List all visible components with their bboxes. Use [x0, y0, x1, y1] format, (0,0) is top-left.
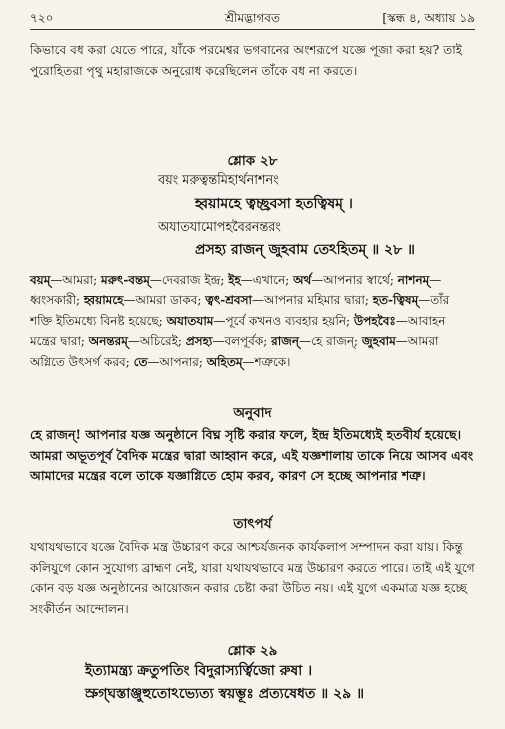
synonyms-paragraph: বয়ম্—আমরা; মরুৎ-বন্তম্—দেবরাজ ইন্দ্র; ইহ—এখানে; অর্থ—আপনার স্বার্থে; নাশনম্—ধ্বংসকারী; হ্বয়ামহে—আমরা ডাকব; ত্বৎ-শ্রবসা—আপনার মহিমার দ্বারা; হত-ত্বিষম্—তাঁর শক্তি ইতিমধ্যে বিনষ্ট হয়েছে; অযাতযাম—পূর্বে কখনও ব্যবহার হয়নি; উপহবৈঃ—আবাহন মন্ত্রের দ্বারা; অনন্তরম্—অচিরেই; প্রসহ্য—বলপূর্বক; রাজন্—হে রাজন্; জুহবাম—আমরা অগ্নিতে উৎসর্গ করব; তে—আপনার; অহিতম্—শত্রুকে।	[30, 273, 450, 369]
verse-28-line-1: বয়ং মরুত্বন্তমিহার্থনাশনং	[158, 173, 279, 188]
page-header	[30, 10, 475, 28]
header-divider	[30, 29, 475, 30]
synonym-term: প্রসহ্য	[185, 334, 213, 349]
synonym-meaning: এখানে;	[252, 273, 294, 287]
synonym-meaning: হে রাজন্;	[311, 334, 362, 349]
verse-29-line-1: ইত্যামন্ত্র্য ক্রতুপতিং বিদুরাস্যর্ত্বিজো রুষা ।	[85, 663, 313, 679]
chapter-reference: [স্কন্ধ ৪, অধ্যায় ১৯	[382, 11, 475, 25]
synonym-term: অর্থ	[293, 273, 312, 287]
verse-28-heading: শ্লোক ২৮	[227, 153, 278, 169]
verse-29-line-2: স্রুগ্ঘস্তাঞ্জুহুতোঽভ্যেত্য স্বয়ম্ভূঃ প্রত্যষেধত ॥ ২৯ ॥	[85, 686, 365, 702]
translation-heading: অনুবাদ	[233, 405, 272, 421]
synonym-term: মরুৎ-বন্তম্	[101, 273, 150, 287]
synonym-meaning: আমরা অগ্নিতে উৎসর্গ করব;	[30, 334, 439, 369]
verse-28-line-4: প্রসহ্য রাজন্ জুহবাম তেঽহিতম্ ॥ ২৮ ॥	[195, 242, 415, 258]
synonym-meaning: অচিরেই;	[139, 334, 186, 349]
synonym-term: ত্বৎ-শ্রবসা	[205, 293, 253, 308]
translation-text: হে রাজন্! আপনার যজ্ঞ অনুষ্ঠানে বিঘ্ন সৃষ্টি করার ফলে, ইন্দ্র ইতিমধ্যেই হতবীর্য হয়েছে। আমরা অভূতপূর্ব বৈদিক মন্ত্রের দ্বারা আহ্বান করে, এই যজ্ঞশালায় তাকে নিয়ে আসব এবং আমাদের মন্ত্রের বলে তাকে যজ্ঞাগ্নিতে হোম করব, কারণ সে হচ্ছে আপনার শত্রু।	[30, 427, 474, 483]
synonym-term: হ্বয়ামহে	[83, 293, 124, 308]
verse-28-line-2: হ্বয়ামহে ত্বচ্ছ্রবসা হতত্বিষম্ ।	[195, 196, 353, 212]
synonym-term: নাশনম্	[397, 273, 430, 287]
book-title: শ্রীমদ্ভাগবত	[224, 11, 280, 25]
synonym-term: তে	[133, 354, 148, 369]
page-number: ৭২০	[30, 11, 54, 25]
synonym-term: বয়ম্	[30, 273, 51, 287]
synonym-meaning: আমরা ডাকব;	[135, 293, 206, 308]
verse-28-line-3: অযাতযামোপহবৈরনন্তরং	[158, 220, 281, 235]
synonym-meaning: ধ্বংসকারী;	[30, 293, 84, 308]
verse-29-heading: শ্লোক ২৯	[227, 643, 278, 659]
synonym-term: উপহবৈঃ	[353, 313, 396, 328]
synonym-meaning: তাঁর শক্তি ইতিমধ্যে বিনষ্ট হয়েছে;	[30, 293, 450, 328]
synonym-meaning: দেবরাজ ইন্দ্র;	[161, 273, 229, 287]
synonym-term: জুহবাম	[361, 334, 396, 349]
synonym-term: ইহ	[228, 273, 241, 287]
synonym-meaning: আমরা;	[62, 273, 102, 287]
synonym-meaning: আপনার স্বার্থে;	[323, 273, 398, 287]
synonym-meaning: আপনার;	[159, 354, 207, 369]
synonym-meaning: পূর্বে কখনও ব্যবহার হয়নি;	[225, 313, 354, 328]
synonym-meaning: আবাহন মন্ত্রের দ্বারা;	[30, 313, 446, 349]
intro-paragraph: কিভাবে বধ করা যেতে পারে, যাঁকে পরমেশ্বর ভগবানের অংশরূপে যজ্ঞে পূজা করা হয়? তাই পুরোহিতরা পৃথু মহারাজকে অনুরোধ করেছিলেন তাঁকে বধ না করতে।	[30, 43, 463, 78]
synonym-term: অহিতম্	[206, 354, 243, 369]
synonym-meaning: বলপূর্বক;	[224, 334, 272, 349]
purport-heading: তাৎপর্য	[233, 516, 272, 532]
synonym-meaning: আপনার মহিমার দ্বারা;	[264, 293, 373, 308]
synonym-term: রাজন্	[271, 334, 300, 349]
synonym-meaning: শত্রুকে।	[254, 354, 291, 369]
purport-text: যথাযথভাবে যজ্ঞে বৈদিক মন্ত্র উচ্চারণ করে আশ্চর্যজনক কার্যকলাপ সম্পাদন করা যায়। কিন্তু কলিযুগে কোন সুযোগ্য ব্রাহ্মণ নেই, যারা যথাযথভাবে মন্ত্র উচ্চারণ করতে পারে। তাই এই যুগে কোন বড় যজ্ঞ অনুষ্ঠানের আয়োজন করার চেষ্টা করা উচিত নয়। এই যুগে একমাত্র যজ্ঞ হচ্ছে সংকীর্তন আন্দোলন।	[30, 540, 475, 616]
synonym-term: হত-ত্বিষম্	[372, 293, 419, 308]
synonym-term: অযাতযাম	[166, 313, 214, 328]
synonym-term: অনন্তরম্	[88, 334, 128, 349]
